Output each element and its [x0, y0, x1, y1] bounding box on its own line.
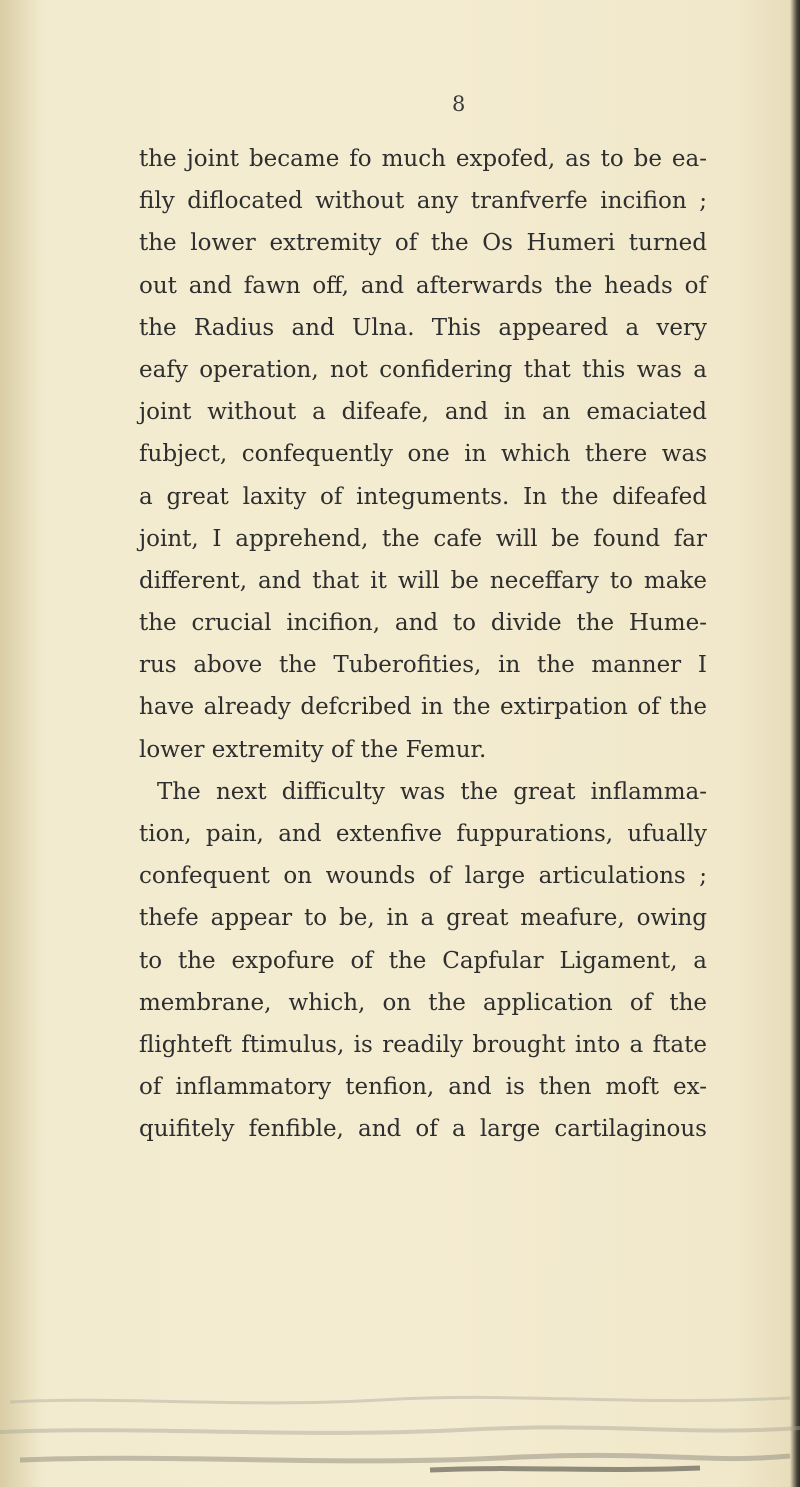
text-line: confequent on wounds of large articulations ; [139, 863, 707, 890]
text-line: fily diflocated without any tranfverfe incifion ; [139, 188, 707, 215]
text-line: different, and that it will be neceffary to make [139, 567, 707, 594]
text-line: the crucial incifion, and to divide the Hume- [139, 610, 707, 637]
text-line: a great laxity of integuments. In the difeafed [139, 483, 707, 510]
page-gutter-shadow [0, 0, 40, 1487]
text-line: have already defcribed in the extirpation of the [139, 694, 707, 721]
text-line: fubject, confequently one in which there was [139, 441, 707, 468]
text-line: joint, I apprehend, the cafe will be found far [139, 525, 707, 552]
text-line: the lower extremity of the Os Humeri turned [139, 230, 707, 257]
text-line: the Radius and Ulna. This appeared a very [139, 314, 707, 341]
text-line: rus above the Tuberofities, in the manner I [139, 652, 707, 679]
text-line: out and fawn off, and afterwards the heads of [139, 272, 707, 299]
text-line: of inflammatory tenfion, and is then moft ex- [139, 1074, 707, 1101]
text-line: to the expofure of the Capfular Ligament, a [139, 947, 707, 974]
text-line: tion, pain, and extenfive fuppurations, ufually [139, 821, 707, 847]
paragraph-start-line: The next difficulty was the great inflamma- [157, 778, 707, 805]
page-number: 8 [452, 92, 466, 116]
text-line: flighteft ftimulus, is readily brought into a ftate [139, 1031, 707, 1058]
text-line: membrane, which, on the application of the [139, 989, 707, 1016]
text-line: thefe appear to be, in a great meafure, owing [139, 905, 707, 932]
page-edge [790, 0, 800, 1487]
body-text [139, 138, 707, 1151]
text-line: eafy operation, not confidering that this was a [139, 356, 707, 383]
text-line: quifitely fenfible, and of a large cartilaginous [139, 1116, 707, 1143]
bleed-through-marks [0, 1392, 800, 1487]
text-line: joint without a difeafe, and in an emaciated [139, 399, 707, 426]
text-line: the joint became fo much expofed, as to be ea- [139, 146, 707, 172]
text-line: lower extremity of the Femur. [139, 736, 487, 763]
